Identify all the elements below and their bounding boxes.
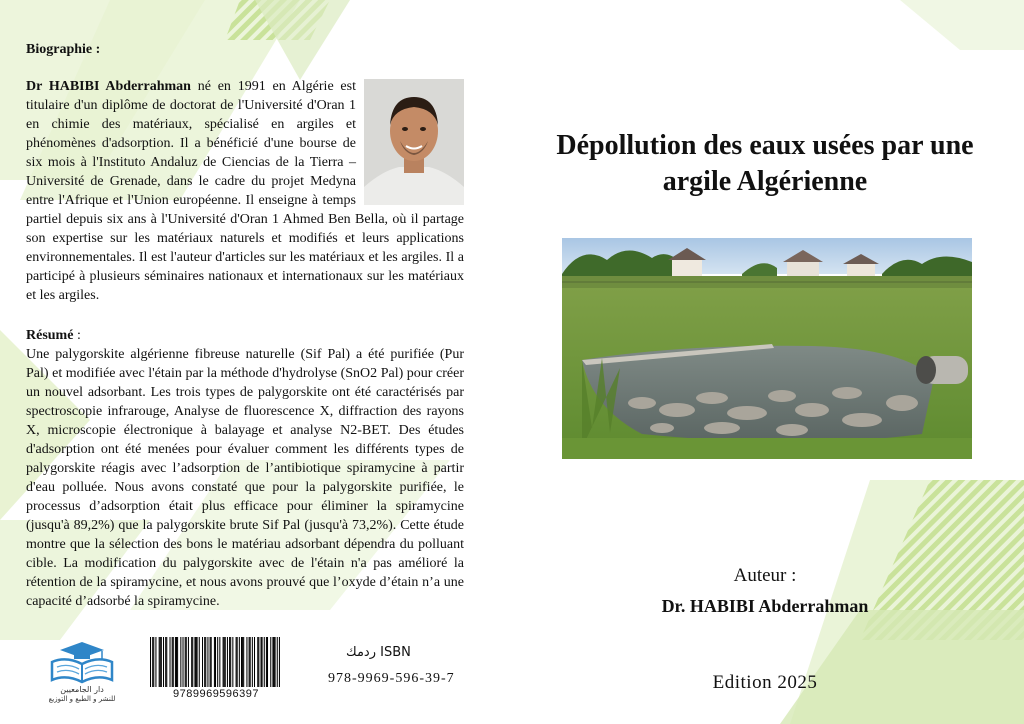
summary-heading-label: Résumé	[26, 328, 74, 343]
summary-text: Une palygorskite algérienne fibreuse naturelle (Sif Pal) a été purifiée (Pur Pal) et modifiée avec l'étain par la méthode d'hydrolyse (SnO2 Pal) pour créer un nouvel adsorbant. Les trois types de palygorskite ont été caractérisés par spectroscopie infrarouge, Analyse de fluorescence X, diffraction des rayons X, microscopie électronique à balayage et analyse N2-BET. Des études d'adsorption ont été menées pour évaluer comment les différents types de palygorskite réagis avec l’adsorption de l’antibiotique spiramycine à partir d'eau polluée. Nous avons constaté que pour la palygorskite purifiée, le processus d’adsorption était plus efficace pour éliminer la spiramycine (jusqu'à 89,2%) que la palygorskite brute Sif Pal (jusqu'à 73,2%). Cette étude montre que la sélection des bons le matériau adsorbant dépendra du polluant cible. La modification du palygorskite avec de l'étain n'a pas amélioré la rétention de la spiramycine, et nous avons prouvé que l’oxyde d’étain n’a une capacité d’adsorbé la spiramycine.	[26, 347, 464, 609]
barcode-bar	[155, 637, 156, 687]
summary-heading-colon: :	[73, 328, 81, 343]
biography-heading: Biographie :	[26, 42, 101, 57]
barcode-bar	[166, 637, 167, 687]
summary-heading	[26, 328, 81, 344]
barcode-bar	[239, 637, 240, 687]
barcode-bar	[185, 637, 186, 687]
barcode-bar	[224, 637, 225, 687]
barcode-bar	[261, 637, 262, 687]
barcode-bar	[272, 637, 273, 687]
biography-text	[26, 77, 464, 305]
author-name: Dr. HABIBI Abderrahman	[661, 596, 869, 616]
barcode-bar	[243, 637, 244, 687]
barcode-bar	[165, 637, 166, 687]
barcode-bar	[194, 637, 195, 687]
barcode-bar	[197, 637, 198, 687]
barcode-bar	[192, 637, 193, 687]
barcode-bar	[160, 637, 161, 687]
biography-body: né en 1991 en Algérie est titulaire d'un diplôme de doctorat de l'Université d'Oran 1 en chimie des matériaux, spécialisé en argiles et phénomènes d'adsorption. Il a bénéficié d'une bourse de six mois à l'Instituto Andaluz de Ciencias de la Tierra – Université de Grenade, dans le cadre du projet Medyna entre l'Afrique et l'Union européenne. Il enseigne à temps partiel depuis six ans à l'Université d'Oran 1 Ahmed Ben Bella, où il partage son expertise sur les matériaux naturels et modifiés et leurs applications environnementales. Il est l'auteur d'articles sur les matériaux et les argiles. Il a participé à plusieurs séminaires nationaux et internationaux sur les matériaux et les argiles.	[26, 79, 464, 303]
barcode-bar	[262, 637, 263, 687]
barcode-bar	[205, 637, 206, 687]
barcode-bar	[176, 637, 177, 687]
barcode-bar	[277, 637, 278, 687]
barcode-bar	[177, 637, 178, 687]
barcode-bar	[229, 637, 230, 687]
publisher-name: دار الجامعيين	[60, 685, 104, 694]
barcode-bar	[219, 637, 220, 687]
barcode-bar	[153, 637, 154, 687]
barcode-bar	[236, 637, 237, 687]
barcode-bar	[267, 637, 268, 687]
barcode-bar	[266, 637, 267, 687]
barcode-bar	[202, 637, 203, 687]
barcode-bar	[242, 637, 243, 687]
isbn-label: ردمك ISBN	[346, 645, 411, 660]
barcode-bar	[173, 637, 174, 687]
barcode-bar	[191, 637, 192, 687]
barcode-bar	[227, 637, 228, 687]
barcode-bar	[211, 637, 212, 687]
barcode-bar	[163, 637, 164, 687]
barcode-bar	[215, 637, 216, 687]
barcode-bar	[150, 637, 151, 687]
book-with-graduation-cap-logo-icon	[44, 640, 120, 684]
barcode-bar	[204, 637, 205, 687]
barcode-bar	[183, 637, 184, 687]
biography-author-name: Dr HABIBI Abderrahman	[26, 79, 191, 94]
barcode-bar	[237, 637, 238, 687]
author-label: Auteur :	[733, 565, 797, 586]
barcode-bar	[225, 637, 226, 687]
barcode-bar	[279, 637, 280, 687]
barcode-bar	[196, 637, 197, 687]
barcode-bar	[217, 637, 218, 687]
barcode-bar	[170, 637, 171, 687]
barcode-bar	[175, 637, 176, 687]
barcode-bar	[254, 637, 255, 687]
isbn-barcode	[150, 637, 280, 687]
author-portrait-photo	[364, 79, 464, 205]
barcode-bar	[199, 637, 200, 687]
edition-text: Edition 2025	[712, 672, 818, 693]
barcode-bar	[275, 637, 276, 687]
wastewater-pond-photo	[562, 238, 972, 459]
barcode-bar	[210, 637, 211, 687]
isbn-number: 978-9969-596-39-7	[328, 671, 455, 686]
barcode-bar	[207, 637, 208, 687]
barcode-bar	[186, 637, 187, 687]
barcode-bar	[152, 637, 153, 687]
barcode-bar	[249, 637, 250, 687]
barcode-bar	[246, 637, 247, 687]
barcode-bar	[232, 637, 233, 687]
barcode-bar	[161, 637, 162, 687]
barcode-bar	[270, 637, 271, 687]
barcode-bar	[230, 637, 231, 687]
publisher-logo	[44, 640, 120, 706]
barcode-number: 9789969596397	[172, 688, 260, 700]
barcode-bar	[172, 637, 173, 687]
barcode-bar	[159, 637, 160, 687]
barcode-bar	[214, 637, 215, 687]
barcode-bar	[250, 637, 251, 687]
barcode-bar	[257, 637, 258, 687]
book-title: Dépollution des eaux usées par une argile Algérienne	[556, 130, 974, 197]
barcode-bar	[258, 637, 259, 687]
publisher-tagline: للنشر و الطبع و التوزيع	[48, 695, 116, 703]
barcode-bar	[274, 637, 275, 687]
barcode-bar	[264, 637, 265, 687]
barcode-bar	[252, 637, 253, 687]
barcode-bar	[188, 637, 189, 687]
barcode-bar	[223, 637, 224, 687]
barcode-bar	[180, 637, 181, 687]
barcode-bar	[241, 637, 242, 687]
